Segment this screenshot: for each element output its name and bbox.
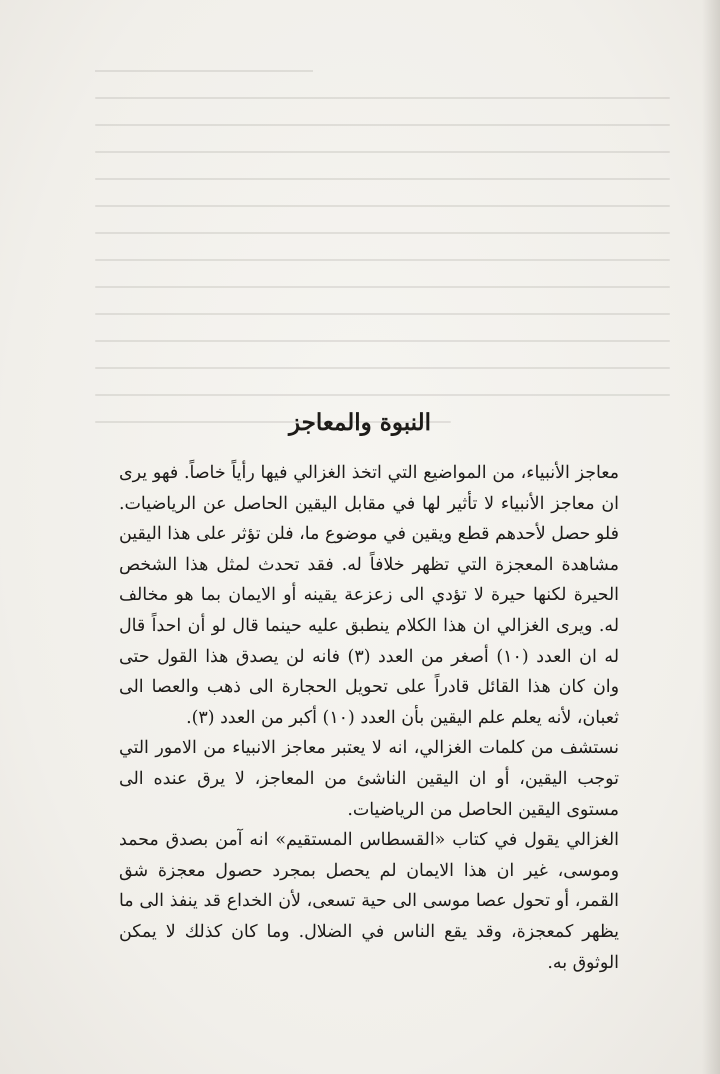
show-through-line: [95, 367, 670, 369]
show-through-line: [95, 178, 670, 180]
show-through-line: [95, 205, 670, 207]
show-through-line: [95, 313, 670, 315]
paragraph: نستشف من كلمات الغزالي، انه لا يعتبر معاجز الانبياء من الامور التي توجب اليقين، أو ان اليقين الناشئ من المعاجز، لا يرق عنده الى مستوى اليقين الحاصل من الرياضيات.: [119, 738, 619, 820]
section-heading: النبوة والمعاجز: [288, 409, 432, 437]
show-through-line: [95, 286, 670, 288]
show-through-line: [95, 340, 670, 342]
paragraph: معاجز الأنبياء، من المواضيع التي اتخذ الغزالي فيها رأياً خاصاً. فهو يرى ان معاجز الأنبياء لا تأثير لها في مقابل اليقين الحاصل عن الرياضيات. فلو حصل لأحدهم قطع ويقين في موضوع ما، فلن تؤثر على هذا اليقين مشاهدة المعجزة التي تظهر خلافاً له. فقد تحدث لمثل هذا الشخص الحيرة لكنها حيرة لا تؤدي الى زعزعة يقينه أو الايمان بما هو مخالف له. ويرى الغزالي ان هذا الكلام ينطبق عليه حينما قال لو أن احداً قال له ان العدد (١٠) أصغر من العدد (٣) فانه لن يصدق هذا القول حتى وان كان هذا القائل قادراً على تحويل الحجارة الى ذهب والعصا الى ثعبان، لأنه يعلم علم اليقين بأن العدد (١٠) أكبر من العدد (٣).: [119, 463, 619, 728]
show-through-line: [95, 151, 670, 153]
show-through-line: [95, 97, 670, 99]
show-through-line: [95, 394, 670, 396]
show-through-line: [95, 259, 670, 261]
show-through-line: [95, 232, 670, 234]
page-binding-shadow: [702, 0, 720, 1074]
section-body: [119, 458, 619, 978]
paragraph: الغزالي يقول في كتاب «القسطاس المستقيم» انه آمن بصدق محمد وموسى، غير ان هذا الايمان لم يحصل بمجرد حصول معجزة شق القمر، أو تحول عصا موسى الى حية تسعى، لأن الخداع قد ينفذ الى ما يظهر كمعجزة، وقد يقع الناس في الضلال. وما كان كذلك لا يمكن الوثوق به.: [119, 830, 619, 973]
show-through-line: [95, 124, 670, 126]
show-through-header: [95, 70, 314, 72]
